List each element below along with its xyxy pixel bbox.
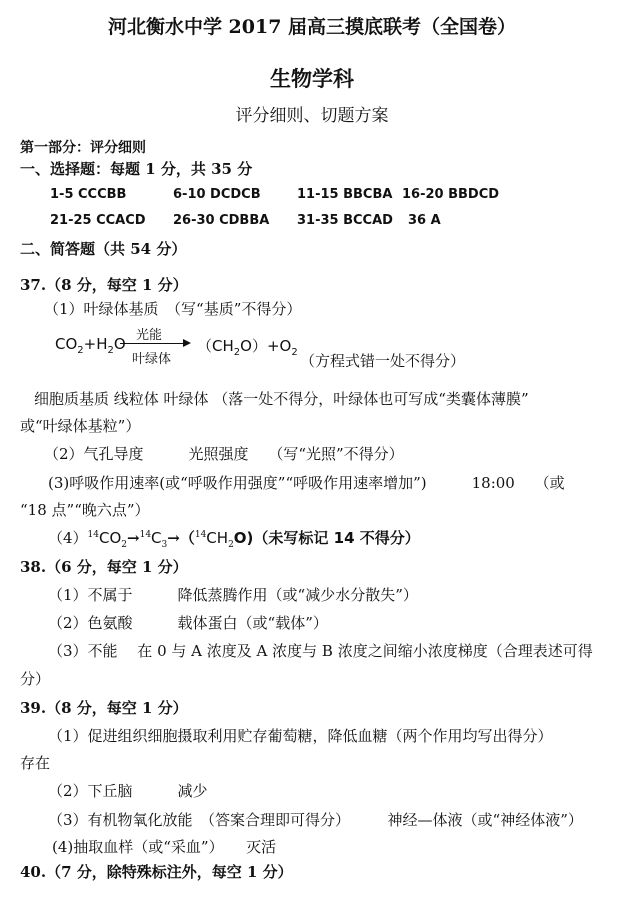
- q37-equation: $CO_2+H_2O$: [55, 335, 126, 356]
- q37-answer-5: $(4)^{14}CO_2\to^{14}C_3\to(^{14}CH_2O)$（未写标记 14 不得分）: [48, 529, 420, 550]
- answer-cell: 26-30 CDBBA: [173, 213, 270, 228]
- q39-answer-3: （3）有机物氧化放能 （答案合理即可得分） 神经—体液（或“神经体液”）: [48, 811, 583, 829]
- q37-answer-2a: 细胞质基质 线粒体 叶绿体 （落一处不得分，叶绿体也可写成“类囊体薄膜”: [34, 390, 529, 408]
- answer-cell: 36 A: [408, 213, 441, 228]
- q37-answer-4b: “18 点”“晚六点”）: [20, 501, 150, 519]
- q37-answer-4a: (3)呼吸作用速率(或“呼吸作用强度”“呼吸作用速率增加”) 18:00 （或: [48, 474, 565, 492]
- arrow-head: [183, 339, 191, 347]
- answer-cell: 11-15 BBCBA: [297, 187, 393, 202]
- answer-cell: 1-5 CCCBB: [50, 187, 127, 202]
- section2-heading: 二、简答题（共 54 分）: [20, 240, 187, 258]
- q38-answer-1: （1）不属于 降低蒸腾作用（或“减少水分散失”）: [48, 586, 418, 604]
- q39-answer-2: （2）下丘脑 减少: [48, 782, 208, 800]
- equation-arrow: [120, 324, 192, 367]
- answer-cell: 21-25 CCACD: [50, 213, 146, 228]
- section1-heading: 一、选择题：每题 1 分，共 35 分: [20, 160, 253, 178]
- arrow-line: [120, 343, 184, 344]
- q37-answer-3: （2）气孔导度 光照强度 （写“光照”不得分）: [44, 445, 404, 463]
- q39-answer-1a: （1）促进组织细胞摄取利用贮存葡萄糖，降低血糖（两个作用均写出得分）: [48, 727, 553, 745]
- q37-equation-note: （方程式错一处不得分）: [300, 352, 466, 370]
- q38-answer-3b: 分）: [20, 670, 51, 688]
- part1-label: 第一部分：评分细则: [20, 140, 146, 156]
- arrow-label-above: 光能: [136, 328, 163, 343]
- subject-title: 生物学科: [270, 66, 354, 91]
- arrow-label-below: 叶绿体: [132, 352, 172, 367]
- q38-heading: 38.（6 分，每空 1 分）: [20, 558, 188, 576]
- q37-equation-product: $(CH_2O)+O_2$: [197, 337, 298, 358]
- q37-heading: 37.（8 分，每空 1 分）: [20, 276, 188, 294]
- q39-answer-1b: 存在: [20, 754, 51, 772]
- q37-answer-2b: 或“叶绿体基粒”）: [20, 417, 141, 435]
- answer-cell: 31-35 BCCAD: [297, 213, 393, 228]
- page-title: 河北衡水中学 2017 届高三摸底联考（全国卷）: [107, 16, 517, 38]
- q39-heading: 39.（8 分，每空 1 分）: [20, 699, 188, 717]
- answer-cell: 16-20 BBDCD: [402, 187, 500, 202]
- q38-answer-2: （2）色氨酸 载体蛋白（或“载体”）: [48, 614, 328, 632]
- q37-answer-1: （1）叶绿体基质 （写“基质”不得分）: [44, 300, 302, 318]
- q40-heading: 40.（7 分，除特殊标注外，每空 1 分）: [20, 863, 293, 881]
- document-subtitle: 评分细则、切题方案: [235, 106, 389, 126]
- q38-answer-3a: （3）不能 在 0 与 A 浓度及 A 浓度与 B 浓度之间缩小浓度梯度（合理表述可得: [48, 642, 593, 660]
- q39-answer-4: (4)抽取血样（或“采血”） 灭活: [52, 838, 277, 856]
- answer-cell: 6-10 DCDCB: [173, 187, 261, 202]
